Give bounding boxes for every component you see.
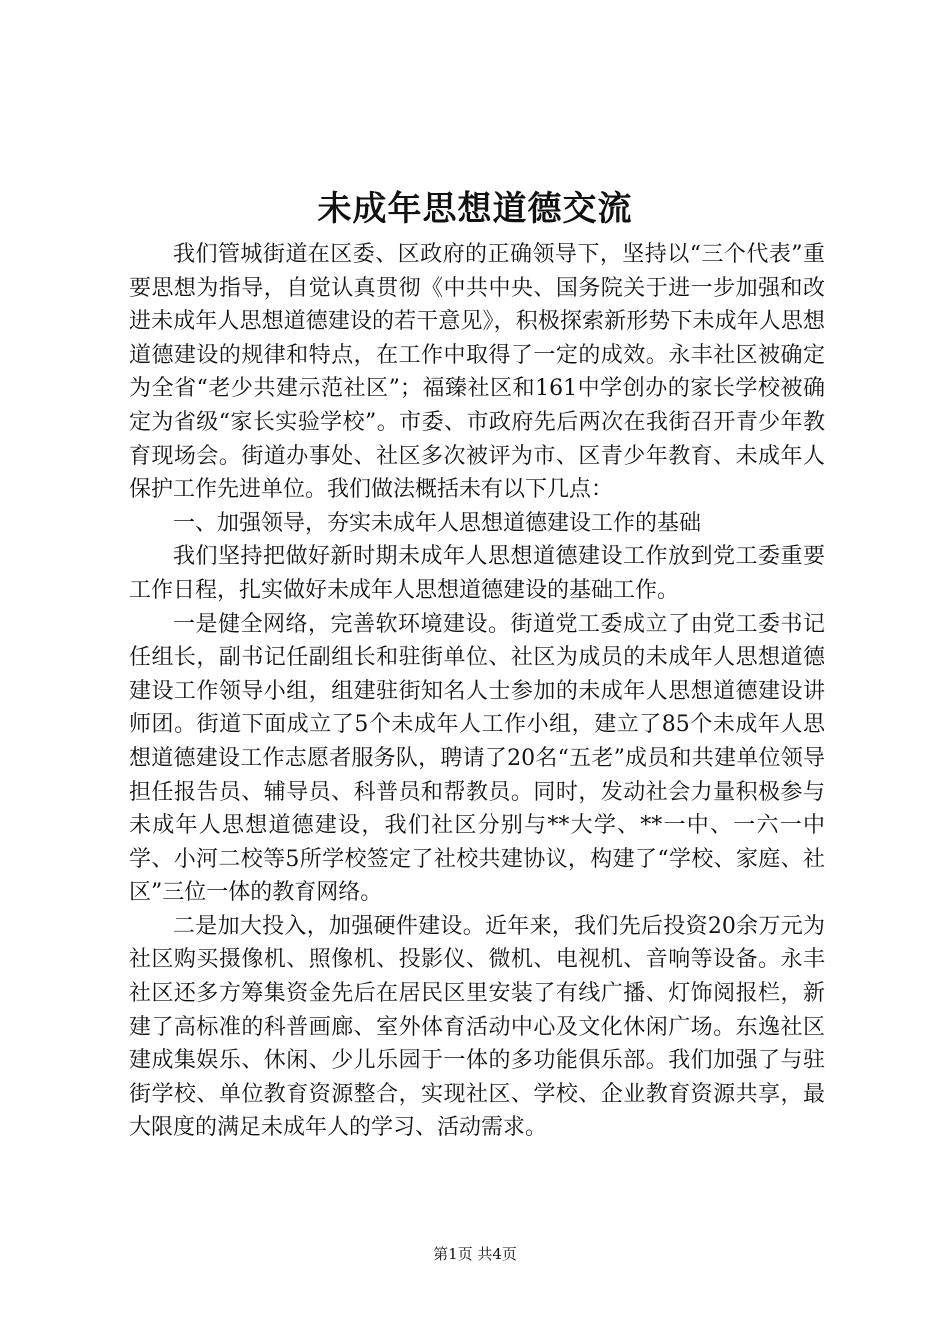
page-number-footer: 第1页 共4页: [433, 1245, 517, 1263]
document-title: 未成年思想道德交流: [317, 189, 633, 229]
document-body: [129, 238, 825, 1145]
paragraph-intro: 我们管城街道在区委、区政府的正确领导下，坚持以“三个代表”重要思想为指导，自觉认真贯彻《中共中央、国务院关于进一步加强和改进未成年人思想道德建设的若干意见》，积极探索新形势下未成年人思想道德建设的规律和特点，在工作中取得了一定的成效。永丰社区被确定为全省“老少共建示范社区”；福臻社区和161中学创办的家长学校被确定为省级“家长实验学校”。市委、市政府先后两次在我街召开青少年教育现场会。街道办事处、社区多次被评为市、区青少年教育、未成年人保护工作先进单位。我们做法概括未有以下几点：: [129, 242, 825, 503]
paragraph-network: 一是健全网络，完善软环境建设。街道党工委成立了由党工委书记任组长，副书记任副组长和驻街单位、社区为成员的未成年人思想道德建设工作领导小组，组建驻街知名人士参加的未成年人思想道德建设讲师团。街道下面成立了5个未成年人工作小组，建立了85个未成年人思想道德建设工作志愿者服务队，聘请了20名“五老”成员和共建单位领导担任报告员、辅导员、科普员和帮教员。同时，发动社会力量积极参与未成年人思想道德建设，我们社区分别与**大学、**一中、一六一中学、小河二校等5所学校签定了社校共建协议，构建了“学校、家庭、社区”三位一体的教育网络。: [129, 611, 825, 906]
paragraph-section-1: 我们坚持把做好新时期未成年人思想道德建设工作放到党工委重要工作日程，扎实做好未成年人思想道德建设的基础工作。: [129, 544, 825, 603]
section-heading-1: 一、加强领导，夯实未成年人思想道德建设工作的基础: [173, 510, 702, 536]
paragraph-investment: 二是加大投入，加强硬件建设。近年来，我们先后投资20余万元为社区购买摄像机、照像机、投影仪、微机、电视机、音响等设备。永丰社区还多方筹集资金先后在居民区里安装了有线广播、灯饰阅报栏，新建了高标准的科普画廊、室外体育活动中心及文化休闲广场。东逸社区建成集娱乐、休闲、少儿乐园于一体的多功能俱乐部。我们加强了与驻街学校、单位教育资源整合，实现社区、学校、企业教育资源共享，最大限度的满足未成年人的学习、活动需求。: [129, 913, 825, 1141]
